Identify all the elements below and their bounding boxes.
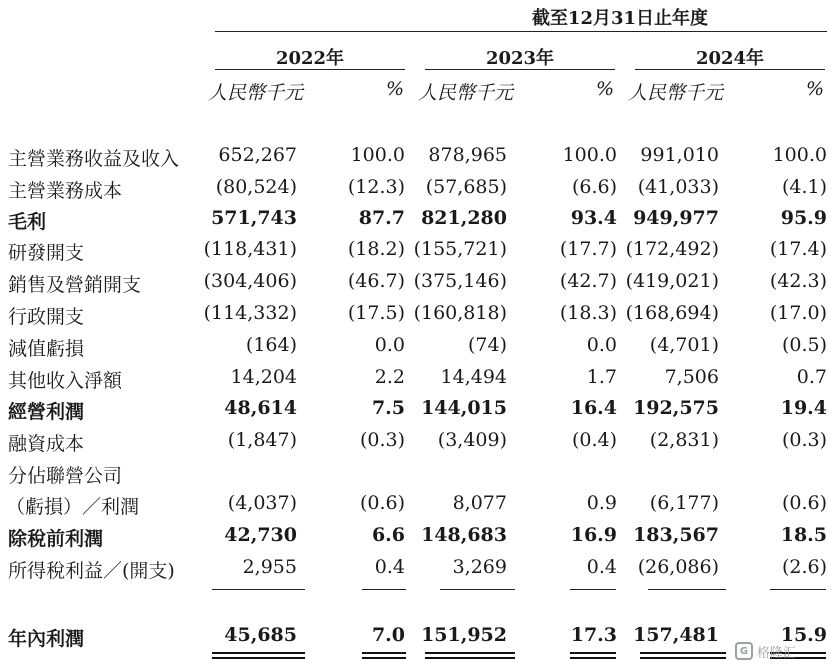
cell-2023-amount: (74) — [467, 334, 507, 356]
cell-2024-pct: 0.7 — [796, 366, 827, 388]
watermark — [735, 638, 827, 664]
cell-2024-pct: (0.3) — [781, 429, 827, 451]
total-double-rule-2024-amt — [640, 652, 726, 659]
cell-2023-pct: 1.7 — [586, 366, 617, 388]
period-header: 截至12月31日止年度 — [531, 8, 709, 29]
row-label: 所得稅利益／(開支) — [8, 560, 175, 582]
total-double-rule-2022-pct — [362, 652, 406, 659]
cell-2024-amount: (168,694) — [625, 302, 719, 324]
cell-2023-amount: (3,409) — [437, 429, 507, 451]
cell-2024-amount: (6,177) — [649, 492, 719, 514]
unit-label-2023: 人民幣千元 — [418, 82, 514, 104]
cell-2022-amount: (80,524) — [215, 176, 297, 198]
cell-2022-amount: 48,614 — [224, 397, 297, 419]
cell-2023-pct: 100.0 — [562, 144, 617, 166]
cell-2023-pct: 0.4 — [586, 556, 617, 578]
year-2024-header: 2024年 — [695, 48, 765, 69]
cell-2022-pct: 7.5 — [371, 397, 405, 419]
row-label: 研發開支 — [8, 242, 85, 264]
cell-2023-amount: 878,965 — [428, 144, 507, 166]
cell-2024-pct: (42.3) — [769, 270, 827, 292]
cell-2023-amount: 144,015 — [421, 397, 507, 419]
watermark-logo-icon: G — [735, 642, 753, 660]
cell-2022-amount: (4,037) — [227, 492, 297, 514]
cell-2023-amount: (160,818) — [413, 302, 507, 324]
cell-2023-amount: 14,494 — [440, 366, 507, 388]
cell-2024-pct: 18.5 — [780, 524, 827, 546]
cell-2023-amount: 151,952 — [421, 624, 507, 646]
cell-2022-pct: (17.5) — [347, 302, 405, 324]
cell-2023-pct: 0.9 — [586, 492, 617, 514]
cell-2024-amount: (26,086) — [637, 556, 719, 578]
cell-2024-pct: (0.6) — [781, 492, 827, 514]
cell-2023-amount: 3,269 — [452, 556, 507, 578]
pct-label-2023: % — [596, 78, 615, 100]
cell-2023-amount: 8,077 — [452, 492, 507, 514]
cell-2023-pct: 16.9 — [570, 524, 617, 546]
cell-2022-pct: (0.6) — [359, 492, 405, 514]
cell-2022-amount: (114,332) — [203, 302, 297, 324]
cell-2023-pct: (0.4) — [571, 429, 617, 451]
subtotal-rule-2023-pct — [570, 589, 616, 590]
cell-2024-pct: 19.4 — [780, 397, 827, 419]
cell-2022-pct: 100.0 — [350, 144, 405, 166]
cell-2024-amount: (172,492) — [625, 238, 719, 260]
year-2022-header: 2022年 — [275, 48, 345, 69]
cell-2024-pct: (17.4) — [769, 238, 827, 260]
cell-2022-amount: 14,204 — [230, 366, 297, 388]
row-label: 毛利 — [8, 211, 47, 233]
cell-2024-pct: (4.1) — [781, 176, 827, 198]
period-rule — [215, 31, 827, 32]
subtotal-rule-2024-amt — [648, 589, 726, 590]
subtotal-rule-2023-amt — [440, 589, 515, 590]
year-2023-rule — [425, 69, 615, 70]
cell-2024-amount: 7,506 — [664, 366, 719, 388]
cell-2023-pct: 93.4 — [570, 207, 617, 229]
cell-2022-amount: 2,955 — [242, 556, 297, 578]
cell-2024-amount: (419,021) — [625, 270, 719, 292]
pct-label-2022: % — [386, 78, 405, 100]
year-2022-rule — [215, 69, 405, 70]
cell-2023-pct: (42.7) — [559, 270, 617, 292]
cell-2024-pct: (0.5) — [781, 334, 827, 356]
cell-2022-amount: 45,685 — [224, 624, 297, 646]
cell-2024-amount: 157,481 — [633, 624, 719, 646]
watermark-text: 格隆汇 — [757, 645, 797, 661]
cell-2023-amount: 148,683 — [421, 524, 507, 546]
cell-2023-pct: 0.0 — [586, 334, 617, 356]
row-label: 主營業務成本 — [8, 180, 123, 202]
cell-2024-pct: (17.0) — [769, 302, 827, 324]
cell-2022-amount: (1,847) — [227, 429, 297, 451]
row-label: 經營利潤 — [8, 401, 85, 423]
cell-2022-pct: (0.3) — [359, 429, 405, 451]
row-label: 分佔聯營公司 — [8, 465, 123, 487]
row-label: （虧損）／利潤 — [6, 496, 140, 518]
cell-2023-pct: (6.6) — [571, 176, 617, 198]
cell-2023-pct: (18.3) — [559, 302, 617, 324]
cell-2022-pct: 87.7 — [358, 207, 405, 229]
total-double-rule-2023-pct — [570, 652, 616, 659]
cell-2024-pct: (2.6) — [781, 556, 827, 578]
row-label: 其他收入淨額 — [8, 370, 123, 392]
subtotal-rule-2024-pct — [770, 589, 826, 590]
cell-2022-amount: (118,431) — [203, 238, 297, 260]
row-label: 主營業務收益及收入 — [8, 148, 180, 170]
cell-2022-pct: 0.4 — [374, 556, 405, 578]
year-2024-rule — [635, 69, 825, 70]
cell-2022-pct: (12.3) — [347, 176, 405, 198]
total-double-rule-2023-amt — [425, 652, 515, 659]
subtotal-rule-2022-pct — [362, 589, 406, 590]
cell-2023-pct: 16.4 — [570, 397, 617, 419]
cell-2023-amount: (375,146) — [413, 270, 507, 292]
cell-2022-amount: 652,267 — [218, 144, 297, 166]
cell-2024-pct: 100.0 — [772, 144, 827, 166]
cell-2022-pct: (46.7) — [347, 270, 405, 292]
subtotal-rule-2022-amt — [212, 589, 305, 590]
cell-2023-pct: 17.3 — [570, 624, 617, 646]
cell-2024-amount: (4,701) — [649, 334, 719, 356]
row-label: 銷售及營銷開支 — [8, 274, 142, 296]
cell-2024-amount: 183,567 — [633, 524, 719, 546]
row-label: 融資成本 — [8, 433, 85, 455]
total-double-rule-2022-amt — [212, 652, 305, 659]
cell-2024-amount: (41,033) — [637, 176, 719, 198]
cell-2023-amount: (155,721) — [413, 238, 507, 260]
unit-label-2024: 人民幣千元 — [628, 82, 724, 104]
cell-2022-amount: (304,406) — [203, 270, 297, 292]
cell-2022-amount: 571,743 — [211, 207, 297, 229]
cell-2022-amount: 42,730 — [224, 524, 297, 546]
row-label: 行政開支 — [8, 306, 85, 328]
unit-label-2022: 人民幣千元 — [208, 82, 304, 104]
cell-2024-amount: (2,831) — [649, 429, 719, 451]
cell-2023-amount: 821,280 — [421, 207, 507, 229]
cell-2022-amount: (164) — [245, 334, 297, 356]
row-label: 減值虧損 — [8, 338, 85, 360]
cell-2022-pct: 7.0 — [371, 624, 405, 646]
row-label: 除稅前利潤 — [8, 528, 104, 550]
cell-2022-pct: 0.0 — [374, 334, 405, 356]
cell-2024-pct: 15.9 — [780, 624, 827, 646]
cell-2022-pct: 6.6 — [371, 524, 405, 546]
cell-2024-amount: 192,575 — [633, 397, 719, 419]
cell-2024-amount: 949,977 — [633, 207, 719, 229]
cell-2022-pct: (18.2) — [347, 238, 405, 260]
cell-2023-pct: (17.7) — [559, 238, 617, 260]
cell-2023-amount: (57,685) — [425, 176, 507, 198]
cell-2024-pct: 95.9 — [780, 207, 827, 229]
year-2023-header: 2023年 — [485, 48, 555, 69]
cell-2022-pct: 2.2 — [374, 366, 405, 388]
row-label: 年內利潤 — [8, 628, 85, 650]
cell-2024-amount: 991,010 — [640, 144, 719, 166]
pct-label-2024: % — [806, 78, 825, 100]
